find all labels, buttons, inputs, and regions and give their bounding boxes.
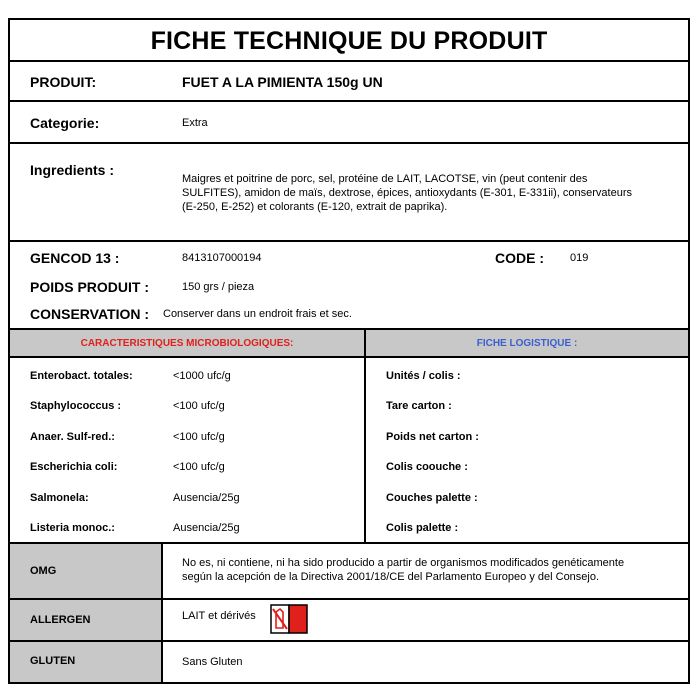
logistique-row-name: Colis palette : [386, 522, 459, 534]
micro-row-value: <100 ufc/g [173, 461, 225, 473]
allergen-value: LAIT et dérivés [182, 610, 256, 622]
micro-row-name: Staphylococcus : [30, 400, 122, 412]
allergen-label: ALLERGEN [30, 614, 91, 626]
micro-row-name: Anaer. Sulf-red.: [30, 431, 115, 443]
logistique-row-name: Tare carton : [386, 400, 452, 412]
logistique-row [386, 522, 458, 534]
logistique-row-name: Unités / colis : [386, 370, 461, 382]
logistique-row [386, 431, 479, 443]
micro-row [30, 400, 121, 412]
micro-row-name: Escherichia coli: [30, 461, 118, 473]
milk-allergen-icon [270, 604, 308, 634]
micro-logistique-block [10, 330, 688, 544]
technical-sheet [8, 18, 690, 684]
categorie-label: Categorie: [30, 115, 100, 131]
logistique-header [366, 330, 688, 358]
gluten-value: Sans Gluten [182, 656, 243, 668]
ingredients-line: SULFITES), amidon de maïs, dextrose, épices, antioxydants (E-301, E-331ii), conservateurs [182, 187, 632, 199]
conservation-value: Conserver dans un endroit frais et sec. [163, 308, 352, 320]
logistique-row [386, 492, 478, 504]
ingredients-line: Maigres et poitrine de porc, sel, protéine de LAIT, LACOTSE, vin (peut contenir des [182, 173, 588, 185]
logistique-row [386, 400, 452, 412]
logistique-row [386, 461, 468, 473]
code-label: CODE : [495, 250, 544, 266]
gluten-row [10, 642, 688, 682]
micro-row-name: Salmonela: [30, 492, 89, 504]
gencod-label: GENCOD 13 : [30, 250, 120, 266]
omg-label: OMG [30, 565, 57, 577]
column-divider [364, 330, 366, 542]
produit-value: FUET A LA PIMIENTA 150g UN [182, 74, 383, 90]
ingredients-text [182, 172, 632, 214]
logistique-row [386, 370, 461, 382]
micro-header [10, 330, 364, 358]
sheet-title: FICHE TECHNIQUE DU PRODUIT [10, 20, 688, 62]
logistique-row-name: Poids net carton : [386, 431, 479, 443]
micro-row-value: <100 ufc/g [173, 431, 225, 443]
micro-row-value: Ausencia/25g [173, 522, 240, 534]
ingredients-row [10, 144, 688, 242]
produit-row [10, 62, 688, 102]
poids-label: POIDS PRODUIT : [30, 279, 150, 295]
categorie-row [10, 102, 688, 144]
logistique-row-name: Couches palette : [386, 492, 478, 504]
code-value: 019 [570, 252, 589, 264]
micro-row-value: Ausencia/25g [173, 492, 240, 504]
micro-row [30, 431, 115, 443]
micro-row [30, 492, 89, 504]
micro-header-text: CARACTERISTIQUES MICROBIOLOGIQUES: [80, 338, 294, 349]
logistique-row-name: Colis coouche : [386, 461, 468, 473]
micro-row [30, 522, 115, 534]
ingredients-label: Ingredients : [30, 162, 115, 178]
ingredients-line: (E-250, E-252) et colorants (E-120, extrait de paprika). [182, 201, 448, 213]
logistique-header-text: FICHE LOGISTIQUE : [476, 338, 578, 349]
omg-line: No es, ni contiene, ni ha sido producido a partir de organismos modificados genéticamente [182, 557, 625, 569]
gluten-label: GLUTEN [30, 655, 76, 667]
conservation-label: CONSERVATION : [30, 306, 150, 322]
omg-line: según la acepción de la Directiva 2001/18/CE del Parlamento Europeo y del Consejo. [182, 571, 600, 583]
omg-row [10, 544, 688, 600]
identification-block [10, 242, 688, 330]
micro-row-value: <100 ufc/g [173, 400, 225, 412]
micro-row-value: <1000 ufc/g [173, 370, 231, 382]
allergen-row [10, 600, 688, 642]
poids-value: 150 grs / pieza [182, 281, 255, 293]
categorie-value: Extra [182, 117, 208, 129]
gencod-value: 8413107000194 [182, 252, 262, 264]
micro-row [30, 370, 133, 382]
omg-text [182, 556, 624, 584]
produit-label: PRODUIT: [30, 74, 97, 90]
micro-row [30, 461, 117, 473]
micro-row-name: Listeria monoc.: [30, 522, 115, 534]
micro-row-name: Enterobact. totales: [30, 370, 133, 382]
